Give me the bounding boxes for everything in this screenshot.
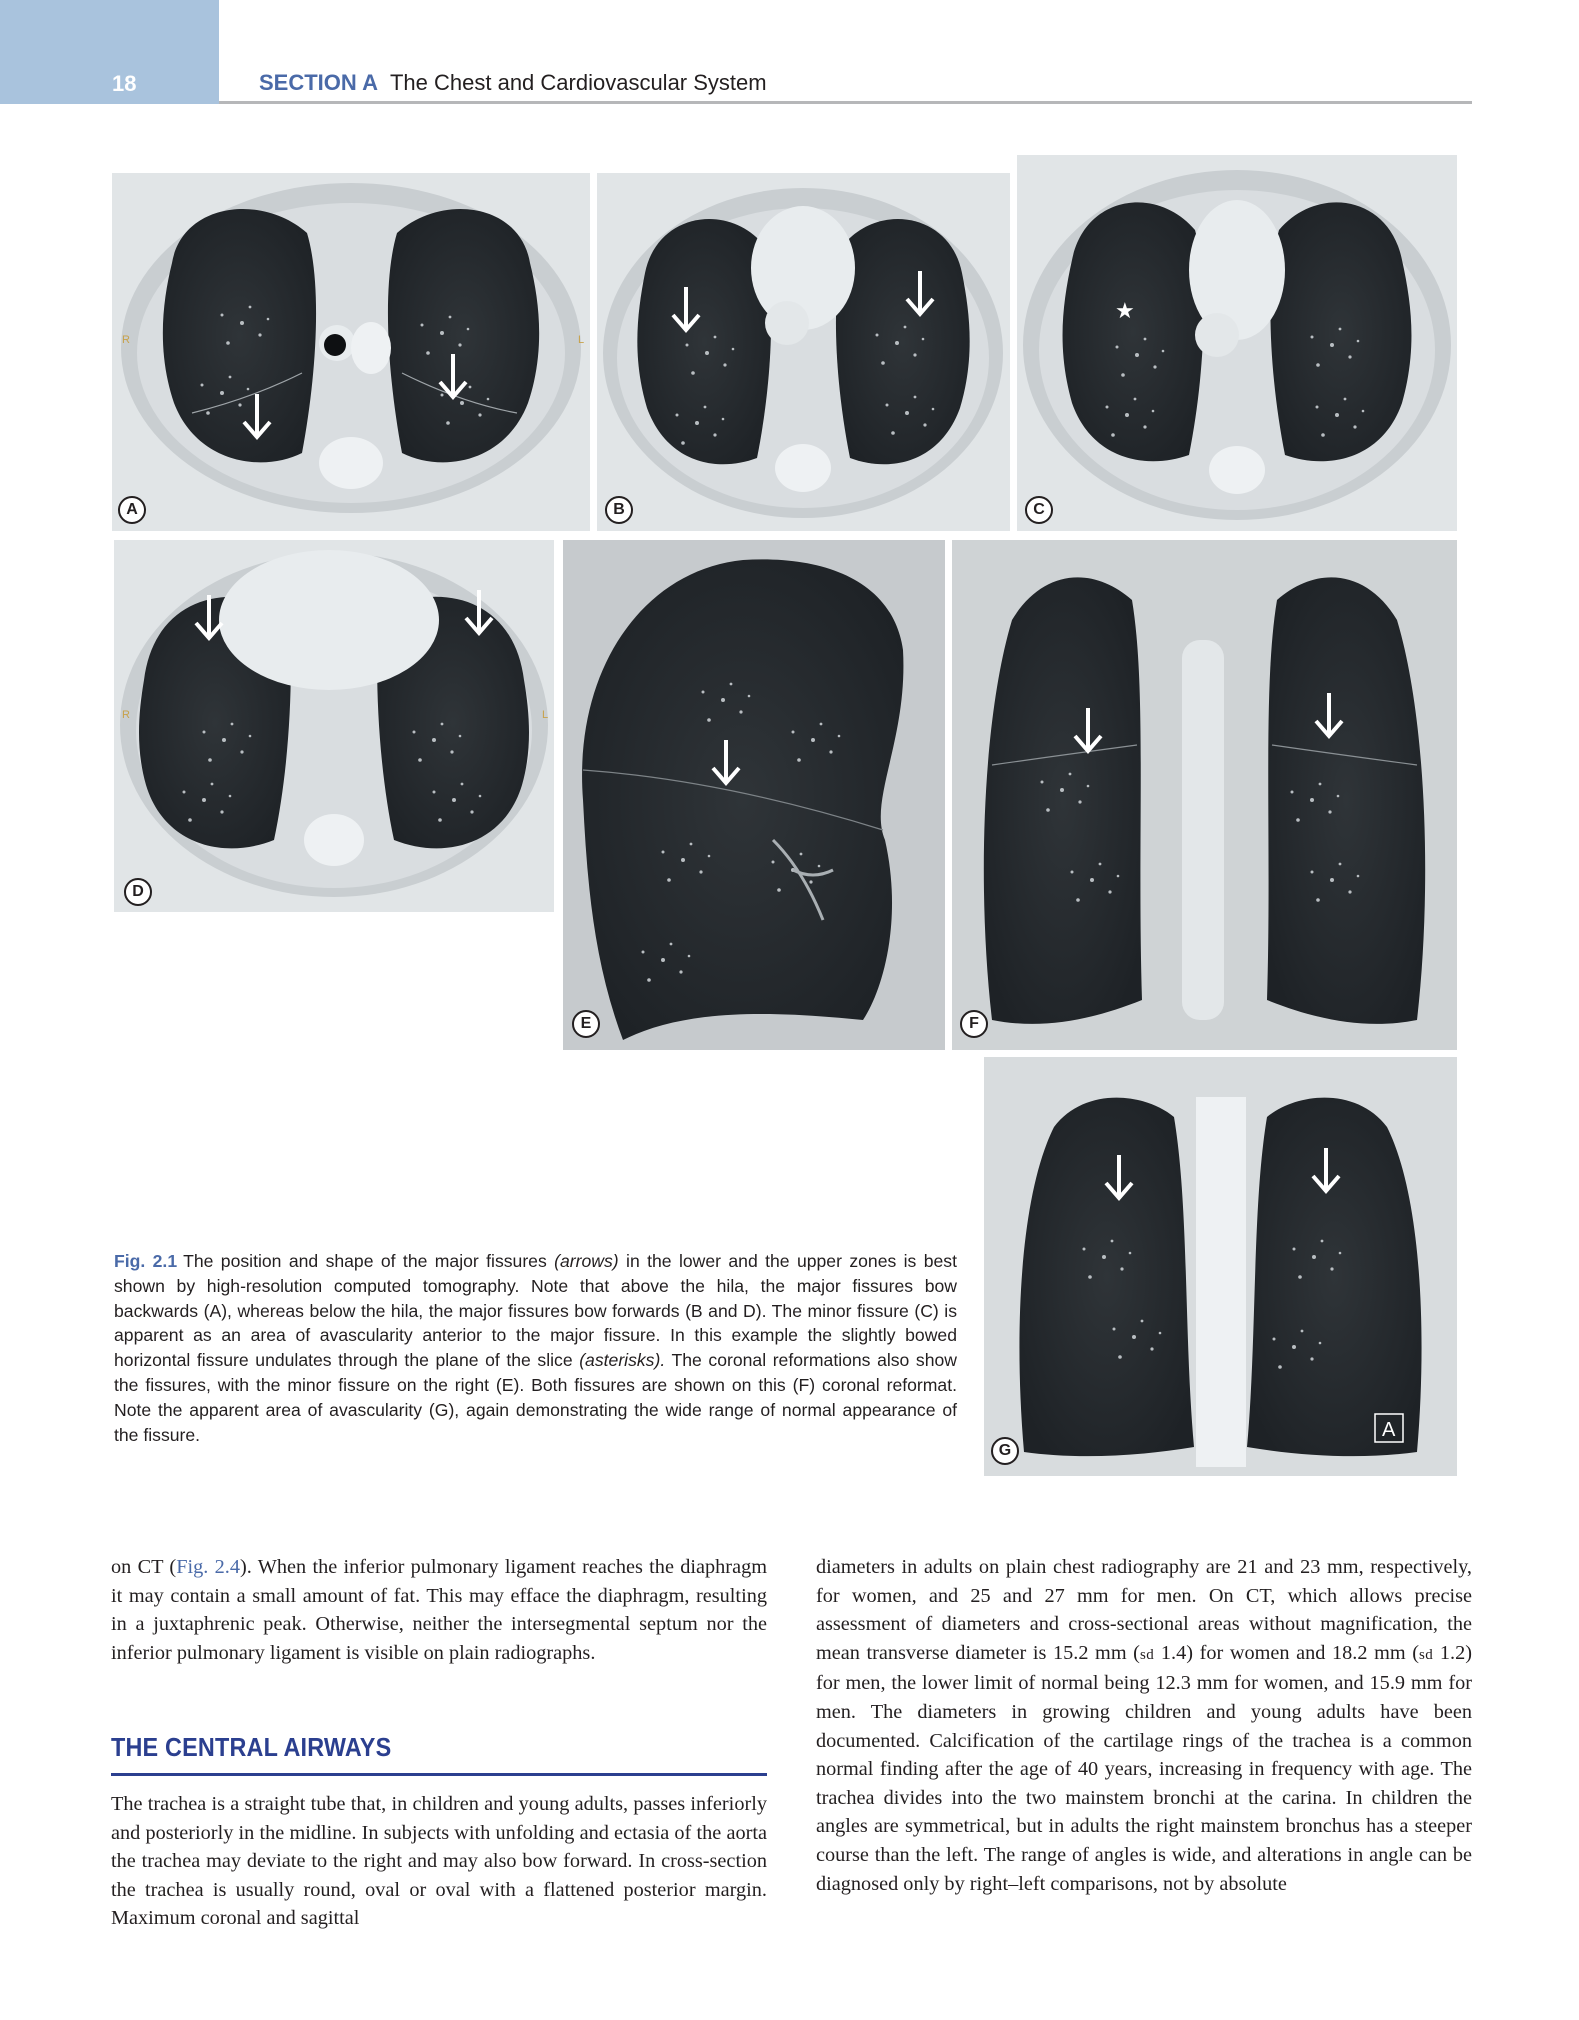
left-column-paragraph-1 (111, 1553, 767, 1667)
figure-panel-g (984, 1057, 1457, 1476)
body-text: ). When the inferior pulmonary ligament reaches the diaphragm it may contain a small amount of fat. This may efface the diaphragm, resulting in a juxtaphrenic peak. Otherwise, neither the intersegmental septum nor the inferior pulmonary ligament is visible on plain radiographs. (111, 1556, 767, 1664)
panel-label: A (118, 496, 146, 524)
figure-label: Fig. 2.1 (114, 1251, 178, 1271)
left-column-paragraph-2 (111, 1790, 767, 1933)
figure-panel-b (597, 173, 1010, 531)
panel-label: F (960, 1010, 988, 1038)
axial-ct-upper-thorax-image (112, 173, 590, 531)
axial-ct-thorax-image (597, 173, 1010, 531)
section-title: The Chest and Cardiovascular System (389, 70, 767, 95)
caption-text: in the lower and the upper zones is best shown by high-resolution computed tomography. Note that above the hila, the major fissures bow backwards (A), whereas below the hila, the major fissures bow forwards (B and D). The minor fissure (C) is apparent as an area of avascularity anterior to the major fissure. In this example the slightly bowed horizontal fissure undulates through the plane of the slice (114, 1251, 957, 1371)
panel-label: C (1025, 496, 1053, 524)
figure-reference-link[interactable]: Fig. 2.4 (176, 1556, 240, 1578)
corner-mark: A (1382, 1419, 1396, 1441)
page-number: 18 (112, 71, 137, 96)
body-text: diameters in adults on plain chest radiography are 21 and 23 mm, respectively, for women, and 25 and 27 mm for men. On CT, which allows precise assessment of diameters and cross-sectional areas without magnification, the mean transverse diameter is 15.2 mm ( (816, 1556, 1472, 1664)
panel-label: B (605, 496, 633, 524)
right-side-marker: R (122, 709, 130, 721)
body-text: 1.2) for men, the lower limit of normal being 12.3 mm for women, and 15.9 mm for men. The diameters in growing children and young adults have been documented. Calcification of the cartilage rings of the trachea is a common normal finding after the age of 40 years, increasing in frequency with age. The trachea divides into the two mainstem bronchi at the carina. In children the angles are symmetrical, but in adults the right mainstem bronchus has a steeper course than the left. The range of angles is wide, and alterations in angle can be diagnosed only by right–left comparisons, not by absolute (816, 1641, 1473, 1895)
sd-abbreviation: sd (1139, 1646, 1155, 1663)
body-text: on CT ( (111, 1556, 177, 1578)
body-text: The trachea is a straight tube that, in children and young adults, passes inferiorly and posteriorly in the midline. In subjects with unfolding and ectasia of the aorta the trachea may deviate to the right and may also bow forward. In cross-section the trachea is usually round, oval or oval with a flattened posterior margin. Maximum coronal and sagittal (111, 1793, 767, 1930)
page-number-tab (0, 0, 219, 104)
figure-panel-c (1017, 155, 1457, 531)
section-heading-rule (111, 1773, 767, 1776)
section-label: SECTION A (259, 70, 378, 95)
figure-panel-f (952, 540, 1457, 1050)
coronal-ct-reformat-image (984, 1057, 1457, 1476)
figure-panel-a (112, 173, 590, 531)
left-side-marker: L (578, 334, 585, 346)
caption-text: The coronal reformations also show the fissures, with the minor fissure on the right (E). Both fissures are shown on this (F) coronal reformat. Note the apparent area of avascularity (G), again demonstrating the wide range of normal appearance of the fissure. (114, 1350, 957, 1445)
figure-panel-e (563, 540, 945, 1050)
coronal-ct-reformat-image (952, 540, 1457, 1050)
figure-caption (114, 1249, 957, 1447)
caption-italic: (arrows) (554, 1251, 619, 1271)
section-heading: THE CENTRAL AIRWAYS (111, 1732, 392, 1762)
asterisk-marker: ★ (1115, 299, 1135, 324)
body-text: 1.4) for women and 18.2 mm ( (1154, 1641, 1419, 1664)
figure-panel-d (114, 540, 554, 912)
header-rule (219, 101, 1472, 104)
panel-label: E (572, 1010, 600, 1038)
caption-italic: (asterisks). (579, 1350, 666, 1371)
right-side-marker: R (122, 334, 130, 346)
axial-ct-thorax-image (1017, 155, 1457, 531)
right-column-paragraph (816, 1553, 1472, 1898)
panel-label: G (991, 1437, 1019, 1465)
running-head (259, 70, 767, 96)
caption-text: The position and shape of the major fissures (183, 1251, 555, 1271)
panel-label: D (124, 878, 152, 906)
sd-abbreviation: sd (1418, 1646, 1434, 1663)
magnified-lung-ct-image (563, 540, 945, 1050)
left-side-marker: L (542, 709, 549, 721)
axial-ct-lower-thorax-image (114, 540, 554, 912)
